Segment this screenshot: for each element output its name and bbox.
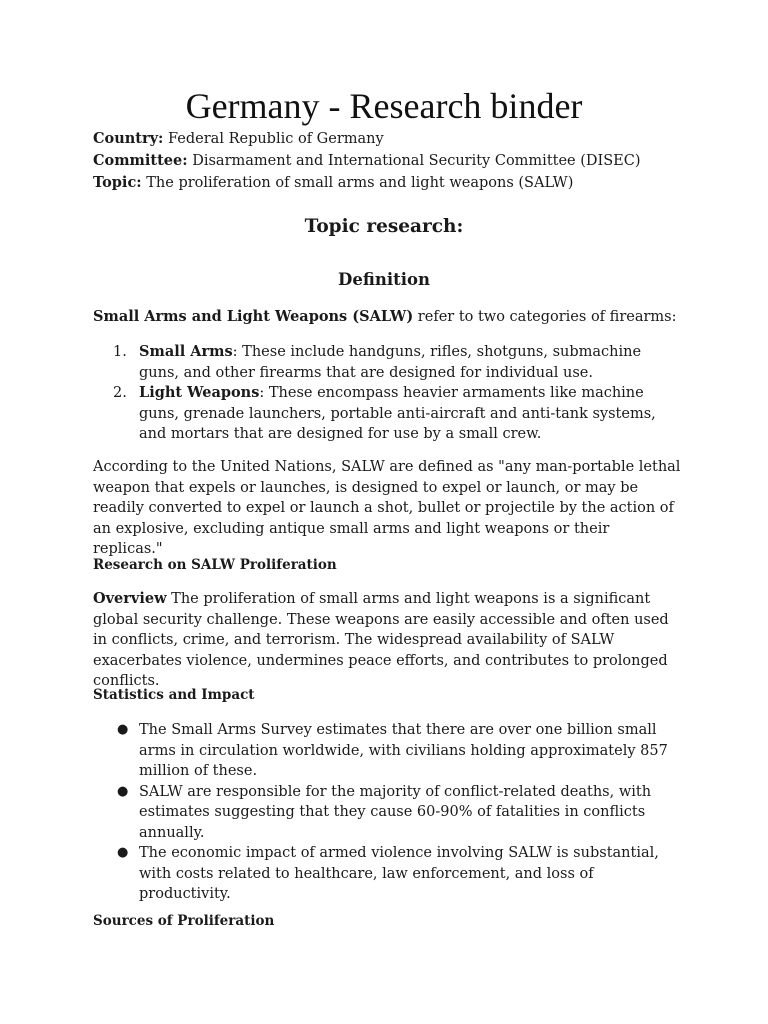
- list-number: 2.: [113, 385, 127, 401]
- stats-list: [93, 720, 683, 905]
- definition-heading: Definition: [338, 270, 430, 289]
- list-item: [93, 843, 683, 905]
- list-text: : These encompass heavier armaments like machine guns, grenade launchers, portable anti-aircraft and anti-tank systems, and mortars that are designed for use by a small crew.: [139, 385, 656, 442]
- intro-bold: Small Arms and Light Weapons (SALW): [93, 308, 414, 325]
- bullet-icon: ●: [117, 722, 129, 737]
- research-heading: Research on SALW Proliferation: [93, 557, 337, 573]
- committee-value: Disarmament and International Security Committee (DISEC): [192, 153, 641, 169]
- list-text: The Small Arms Survey estimates that there are over one billion small arms in circulation worldwide, with civilians holding approximately 857 million of these.: [139, 722, 668, 779]
- overview-bold: Overview: [93, 590, 167, 607]
- country-label: Country:: [93, 130, 164, 147]
- list-number: 1.: [113, 344, 127, 360]
- bullet-icon: ●: [117, 783, 129, 799]
- list-term: Light Weapons: [139, 384, 260, 401]
- sources-heading: Sources of Proliferation: [93, 913, 275, 929]
- list-item: [93, 342, 683, 383]
- intro-rest: refer to two categories of firearms:: [413, 309, 677, 325]
- topic-research-heading: Topic research:: [304, 216, 464, 237]
- list-text: : These include handguns, rifles, shotguns, submachine guns, and other firearms that are designed for individual use.: [139, 344, 642, 381]
- document-title: Germany - Research binder: [185, 86, 583, 126]
- bullet-icon: ●: [117, 845, 129, 860]
- topic-line: [93, 172, 693, 194]
- committee-line: [93, 150, 693, 172]
- country-value: Federal Republic of Germany: [168, 131, 384, 147]
- topic-value: The proliferation of small arms and light weapons (SALW): [146, 175, 574, 191]
- overview-rest: The proliferation of small arms and light weapons is a significant global security challenge. These weapons are easily accessible and often used in conflicts, crime, and terrorism. The widespread availability of SALW exacerbates violence, undermines peace efforts, and contributes to prolonged conflicts.: [93, 591, 669, 689]
- list-term: Small Arms: [139, 343, 233, 360]
- list-item: [93, 720, 683, 782]
- stats-heading: Statistics and Impact: [93, 687, 255, 703]
- definition-intro: [93, 307, 683, 328]
- topic-label: Topic:: [93, 174, 142, 191]
- country-line: [93, 128, 693, 150]
- list-item: [93, 782, 683, 844]
- un-definition-paragraph: According to the United Nations, SALW are defined as "any man-portable lethal weapon that expels or launches, is designed to expel or launch, or may be readily converted to expel or launch a shot, bullet or projectile by the action of an explosive, excluding antique small arms and light weapons or their replicas.": [93, 459, 681, 557]
- list-text: The economic impact of armed violence involving SALW is substantial, with costs related to healthcare, law enforcement, and loss of productivity.: [139, 845, 659, 902]
- committee-label: Committee:: [93, 152, 188, 169]
- list-text: SALW are responsible for the majority of conflict-related deaths, with estimates suggesting that they cause 60-90% of fatalities in conflicts annually.: [139, 783, 652, 841]
- overview-paragraph: [93, 589, 683, 692]
- document-meta: [93, 128, 693, 194]
- definition-list: [93, 342, 683, 445]
- list-item: [93, 383, 683, 445]
